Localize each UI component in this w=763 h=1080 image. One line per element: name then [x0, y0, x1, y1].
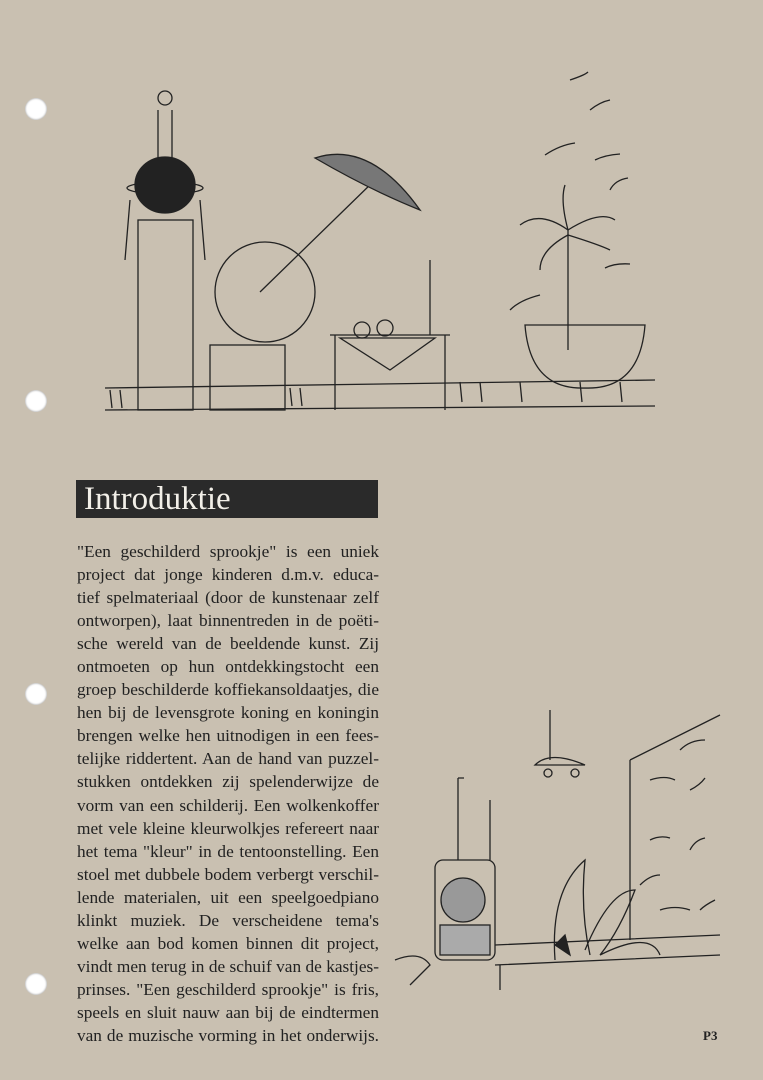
- text-line: hen bij de levensgrote koning en koningin: [77, 703, 379, 723]
- text-line: vorm van een schilderij. Een wolkenkoffer: [77, 795, 379, 815]
- text-line: lende materialen, uit een speelgoedpiano: [77, 887, 379, 907]
- binder-hole: [25, 973, 47, 995]
- bottom-illustration: [390, 710, 725, 1000]
- text-line: speels en sluit nauw aan bij de eindtermen: [77, 1002, 379, 1022]
- binder-hole: [25, 683, 47, 705]
- text-line: klinkt muziek. De verscheidene tema's: [77, 910, 379, 930]
- text-line: met vele kleine kleurwolkjes refereert naar: [77, 818, 379, 838]
- text-line: groep beschilderde koffiekansoldaatjes, die: [77, 680, 379, 700]
- text-line: tief spelmateriaal (door de kunstenaar zelf: [77, 588, 379, 608]
- text-line: ontworpen), laat binnentreden in de poëti-: [77, 611, 379, 631]
- text-line: welke aan bod komen binnen dit project,: [77, 933, 379, 953]
- text-line: prinses. "Een geschilderd sprookje" is fris,: [77, 979, 379, 999]
- text-line: stukken ontdekken zij spelenderwijze de: [77, 772, 379, 792]
- top-illustration: [100, 70, 660, 415]
- text-line: "Een geschilderd sprookje" is een uniek: [77, 542, 379, 561]
- text-line: het tema "kleur" in de tentoonstelling. Een: [77, 841, 379, 861]
- text-line: van de muzische vorming in het onderwijs.: [77, 1025, 379, 1045]
- text-line: sche wereld van de beeldende kunst. Zij: [77, 634, 379, 654]
- section-heading-bar: [76, 480, 378, 518]
- text-line: vindt men terug in de schuif van de kastjes-: [77, 956, 379, 976]
- binder-hole: [25, 98, 47, 120]
- page-number: P3: [703, 1028, 718, 1043]
- section-heading: Introduktie: [84, 481, 231, 517]
- text-line: ontmoeten op hun ontdekkingstocht een: [77, 657, 379, 677]
- text-line: stoel met dubbele bodem verbergt verschil-: [77, 864, 379, 884]
- body-paragraph: [77, 540, 379, 1047]
- text-line: brengen welke hen uitnodigen in een fees-: [77, 726, 379, 746]
- text-line: telijke riddertent. Aan de hand van puzzel-: [77, 749, 379, 769]
- binder-hole: [25, 390, 47, 412]
- text-line: project dat jonge kinderen d.m.v. educa-: [77, 565, 379, 585]
